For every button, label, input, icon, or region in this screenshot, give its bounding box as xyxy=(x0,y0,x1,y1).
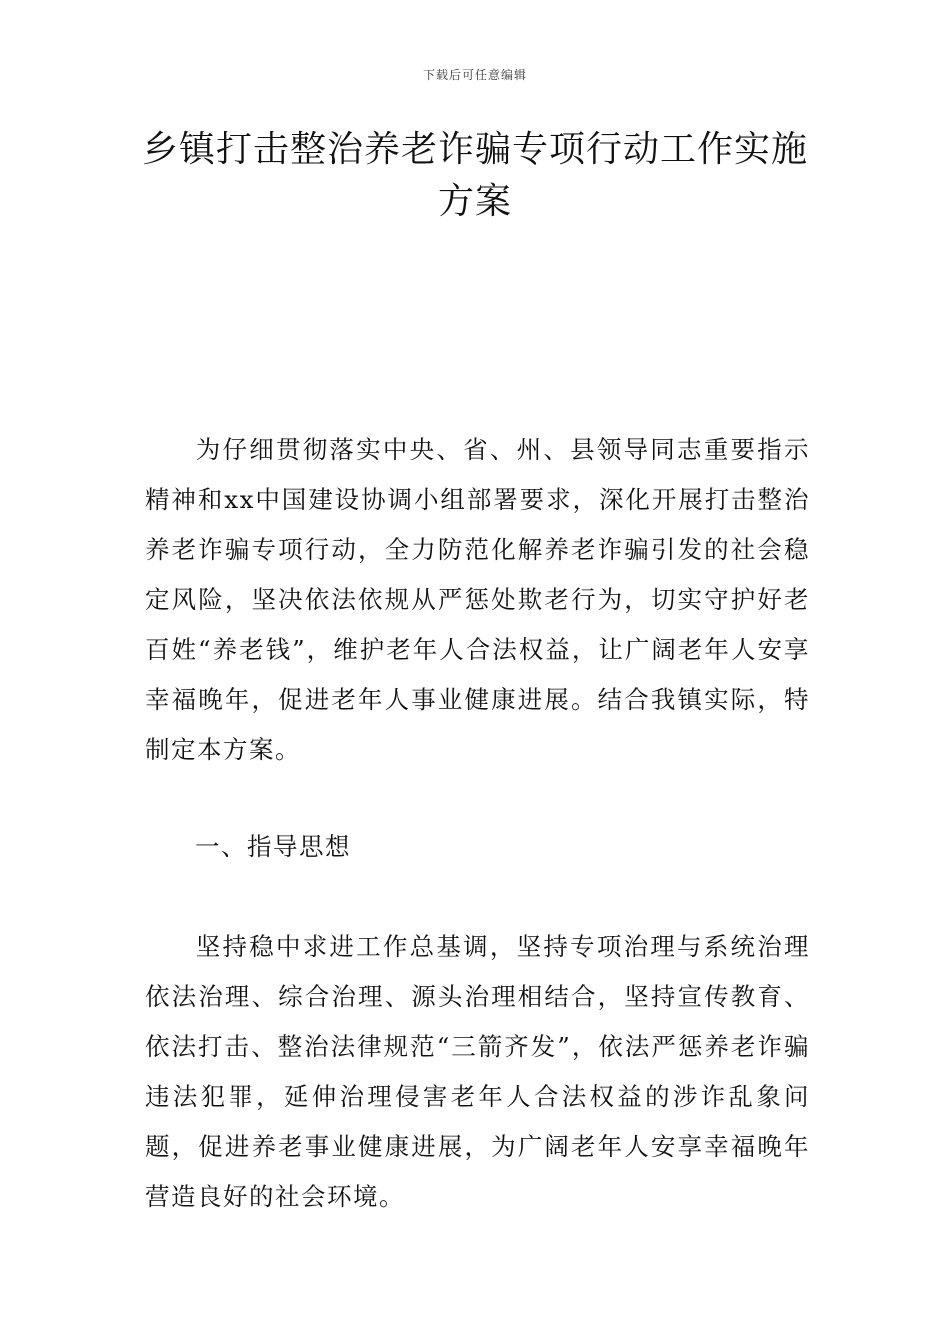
guiding-ideology-paragraph xyxy=(145,922,810,1222)
header-note: 下载后可任意编辑 xyxy=(422,68,527,82)
title-line-1: 乡镇打击整治养老诈骗专项行动工作实施 xyxy=(141,129,808,170)
intro-paragraph-text: 为仔细贯彻落实中央、省、州、县领导同志重要指示精神和xx中国建设协调小组部署要求，深化开展打击整治养老诈骗专项行动，全力防范化解养老诈骗引发的社会稳定风险，坚决依法依规从严惩处欺老行为，切实守护好老百姓“养老钱”，维护老年人合法权益，让广阔老年人安享幸福晚年，促进老年人事业健康进展。结合我镇实际，特制定本方案。 xyxy=(145,435,810,764)
section-heading-guiding-ideology: 一、指导思想 xyxy=(195,832,351,861)
guiding-ideology-paragraph-text: 坚持稳中求进工作总基调，坚持专项治理与系统治理依法治理、综合治理、源头治理相结合，坚持宣传教育、依法打击、整治法律规范“三箭齐发”，依法严惩养老诈骗违法犯罪，延伸治理侵害老年人合法权益的涉诈乱象问题，促进养老事业健康进展，为广阔老年人安享幸福晚年营造良好的社会环境。 xyxy=(145,932,810,1211)
intro-paragraph xyxy=(145,425,810,775)
title-line-2: 方案 xyxy=(437,181,512,222)
document-title xyxy=(140,124,810,228)
